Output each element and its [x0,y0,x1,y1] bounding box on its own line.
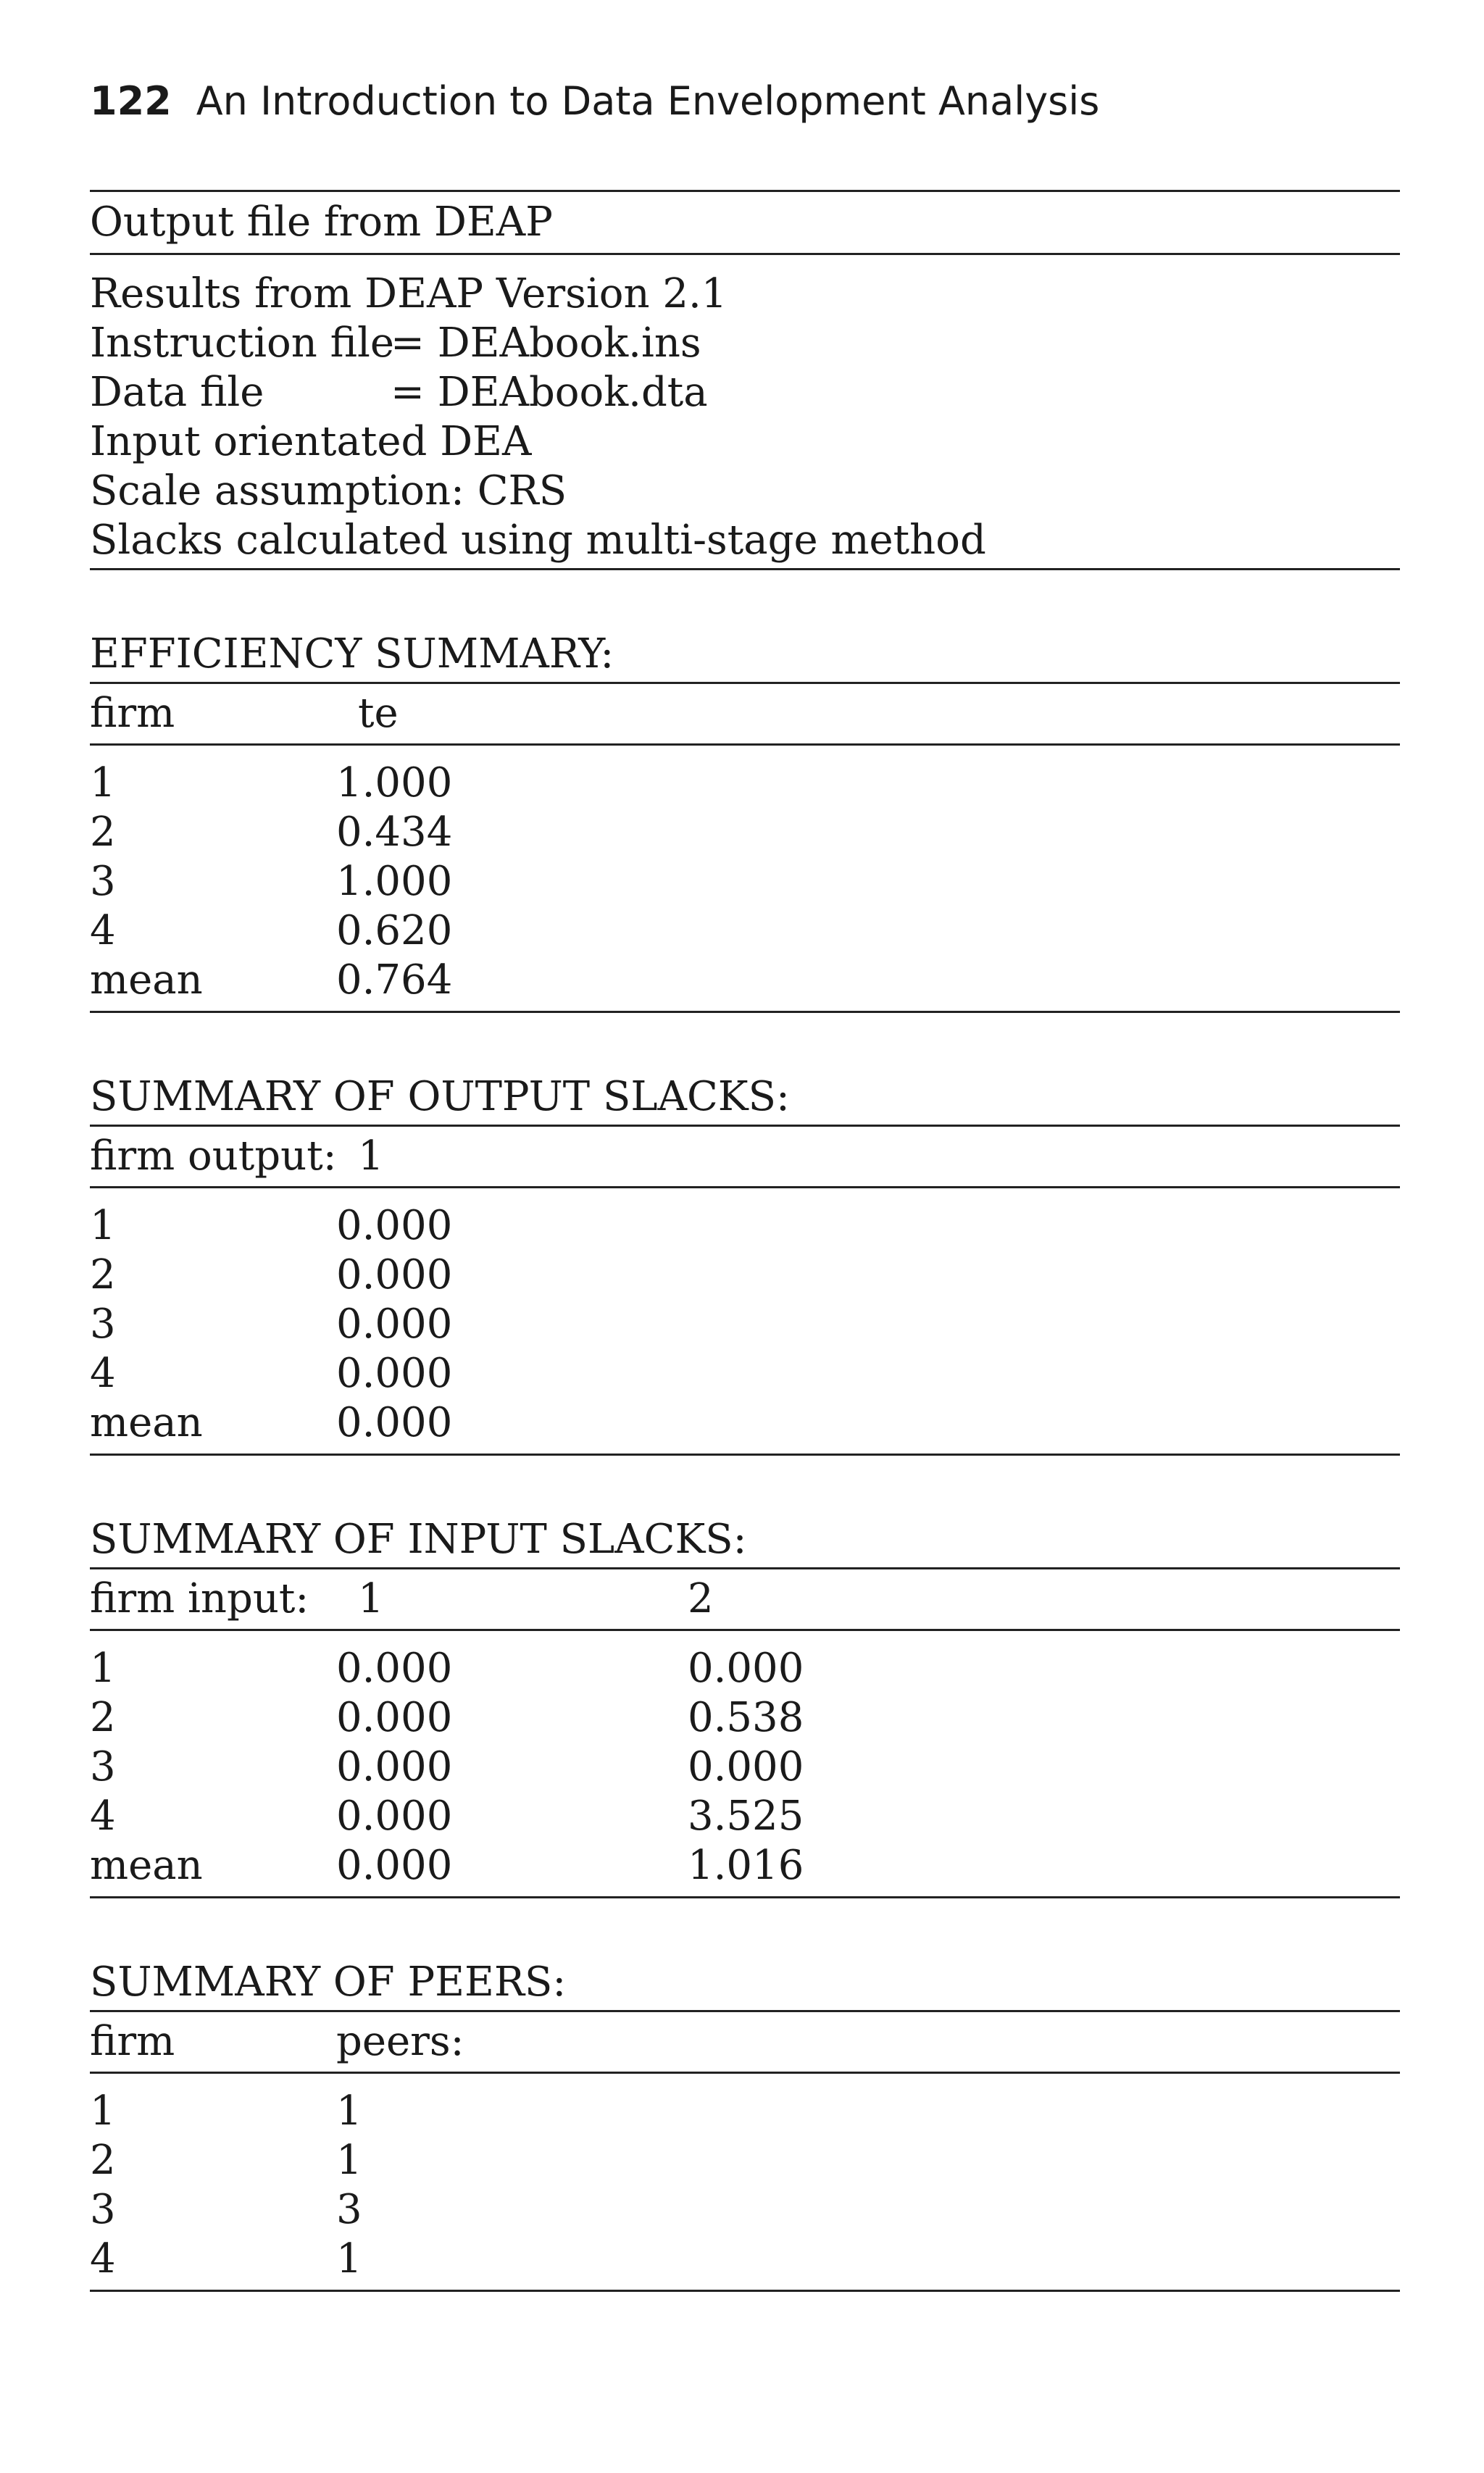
efficiency-summary [90,627,1400,1013]
info-rule [90,568,1400,570]
table-cell: 1 [336,2235,362,2282]
table-cell: 0.434 [336,809,453,856]
table-cell: 1.000 [336,858,453,905]
data-file-value: = DEAbook.dta [391,369,708,416]
table-cell: 0.000 [336,1645,453,1692]
instruction-file-label: Instruction file [90,320,395,367]
table-row [90,2185,1400,2235]
table-row [90,1201,1400,1251]
table-cell: 2 [90,1251,116,1298]
section-title: EFFICIENCY SUMMARY: [90,630,614,677]
table-cell: 0.000 [336,1743,453,1790]
table-header [90,2012,1400,2072]
orientation-line: Input orientated DEA [90,418,532,465]
table-body [90,1631,1400,1896]
table-row [90,1743,1400,1792]
table-cell: 1 [90,759,116,806]
table-row [90,808,1400,857]
table-cell: mean [90,1399,203,1446]
table-cell: 0.000 [336,1350,453,1397]
header-cell: 1 [358,1575,384,1622]
table-cell: mean [90,956,203,1004]
table-row [90,1644,1400,1693]
table-row [90,1251,1400,1300]
header-cell: firm output: [90,1133,337,1180]
section-title: SUMMARY OF OUTPUT SLACKS: [90,1073,790,1120]
table-cell: 0.000 [336,1694,453,1741]
table-cell: mean [90,1842,203,1889]
table-row [90,956,1400,1005]
header-cell: firm [90,2018,175,2065]
table-cell: 1 [336,2137,362,2184]
run-info [90,270,1400,568]
running-title: An Introduction to Data Envelopment Analysis [196,78,1100,124]
table-row [90,1792,1400,1841]
section-end-rule [90,1454,1400,1456]
table-cell: 0.000 [336,1202,453,1249]
table-cell: 1 [90,1202,116,1249]
table-cell: 0.620 [336,907,453,954]
table-cell: 3 [336,2186,362,2233]
instruction-file-line [90,319,1400,368]
table-header [90,1127,1400,1186]
table-cell: 2 [90,2137,116,2184]
table-cell: 2 [90,809,116,856]
section-end-rule [90,1896,1400,1898]
section-end-rule [90,1011,1400,1013]
table-cell: 4 [90,907,116,954]
page-number: 122 [90,78,172,124]
table-cell: 0.000 [336,1842,453,1889]
deap-output-listing [90,190,1400,2292]
table-cell: 1.016 [688,1842,804,1889]
table-cell: 3.525 [688,1793,804,1840]
table-body [90,746,1400,1011]
scale-assumption-line: Scale assumption: CRS [90,467,567,514]
table-cell: 0.000 [336,1793,453,1840]
table-cell: 1 [90,1645,116,1692]
page-header [90,70,1099,133]
table-cell: 3 [90,1301,116,1348]
version-line: Results from DEAP Version 2.1 [90,270,728,317]
header-cell: firm [90,690,175,737]
table-row [90,1693,1400,1743]
table-cell: 1 [336,2088,362,2135]
table-cell: 3 [90,2186,116,2233]
table-cell: 3 [90,858,116,905]
table-row [90,2136,1400,2185]
table-row [90,1349,1400,1398]
header-cell: firm input: [90,1575,309,1622]
table-body [90,1188,1400,1454]
output-slacks-summary [90,1069,1400,1456]
peers-summary [90,1955,1400,2292]
table-row [90,2235,1400,2284]
table-header [90,684,1400,743]
table-row [90,1841,1400,1890]
instruction-file-value: = DEAbook.ins [391,320,701,367]
table-cell: 4 [90,1793,116,1840]
table-cell: 0.000 [688,1645,804,1692]
data-file-line [90,368,1400,417]
table-cell: 0.000 [336,1399,453,1446]
table-cell: 4 [90,2235,116,2282]
header-cell: peers: [336,2018,464,2065]
table-row [90,759,1400,808]
table-header [90,1569,1400,1629]
table-row [90,906,1400,956]
header-cell: te [358,690,399,737]
table-cell: 0.000 [336,1301,453,1348]
section-end-rule [90,2290,1400,2292]
table-cell: 0.538 [688,1694,804,1741]
table-cell: 0.000 [336,1251,453,1298]
table-cell: 0.000 [688,1743,804,1790]
section-title: SUMMARY OF INPUT SLACKS: [90,1516,747,1563]
slacks-method-line: Slacks calculated using multi-stage method [90,517,986,564]
table-cell: 4 [90,1350,116,1397]
header-cell: 1 [358,1133,384,1180]
table-cell: 1 [90,2088,116,2135]
header-cell: 2 [688,1575,714,1622]
table-cell: 0.764 [336,956,453,1004]
table-cell: 1.000 [336,759,453,806]
table-row [90,1398,1400,1448]
section-title: SUMMARY OF PEERS: [90,1959,567,2006]
data-file-label: Data file [90,369,264,416]
listing-caption: Output file from DEAP [90,199,553,246]
table-row [90,2087,1400,2136]
table-cell: 3 [90,1743,116,1790]
table-row [90,857,1400,906]
table-cell: 2 [90,1694,116,1741]
table-row [90,1300,1400,1349]
input-slacks-summary [90,1512,1400,1898]
table-body [90,2074,1400,2290]
